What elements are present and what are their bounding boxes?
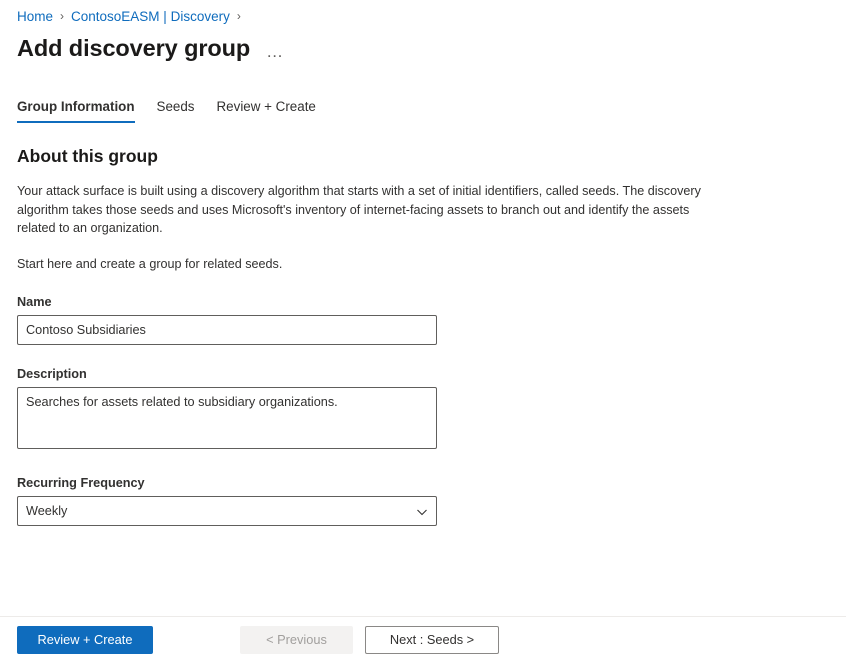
wizard-footer — [0, 616, 846, 663]
review-create-button[interactable]: Review + Create — [17, 626, 153, 654]
tab-bar — [0, 90, 846, 123]
previous-button: < Previous — [240, 626, 353, 654]
tab-group-information[interactable]: Group Information — [17, 99, 146, 123]
tab-seeds[interactable]: Seeds — [156, 99, 195, 114]
tab-review-create[interactable]: Review + Create — [216, 99, 316, 114]
description-input[interactable] — [17, 387, 437, 449]
name-label: Name — [17, 295, 52, 309]
page-title: Add discovery group — [17, 34, 251, 61]
name-input[interactable] — [17, 315, 437, 345]
chevron-right-icon: › — [236, 9, 241, 23]
description-label: Description — [17, 367, 87, 381]
about-paragraph-1: Your attack surface is built using a discovery algorithm that starts with a set of initial identifiers, called seeds. The discovery algorithm takes those seeds and uses Microsoft's inventory of internet-facing assets to branch out and identify the assets related to an organization. — [17, 184, 701, 235]
main-content — [0, 146, 846, 526]
title-row — [0, 26, 846, 64]
about-paragraph-2: Start here and create a group for related seeds. — [17, 256, 283, 271]
more-options-icon[interactable]: … — [266, 41, 285, 61]
breadcrumb — [0, 0, 846, 26]
chevron-right-icon: › — [60, 9, 65, 23]
next-seeds-button[interactable]: Next : Seeds > — [365, 626, 499, 654]
section-heading-about-group: About this group — [17, 146, 158, 166]
breadcrumb-item-home[interactable]: Home — [17, 8, 54, 24]
breadcrumb-item-discovery[interactable]: ContosoEASM | Discovery — [71, 8, 230, 24]
recurring-frequency-select[interactable] — [17, 496, 437, 526]
recurring-frequency-label: Recurring Frequency — [17, 476, 145, 490]
recurring-frequency-select-wrap — [17, 496, 437, 526]
